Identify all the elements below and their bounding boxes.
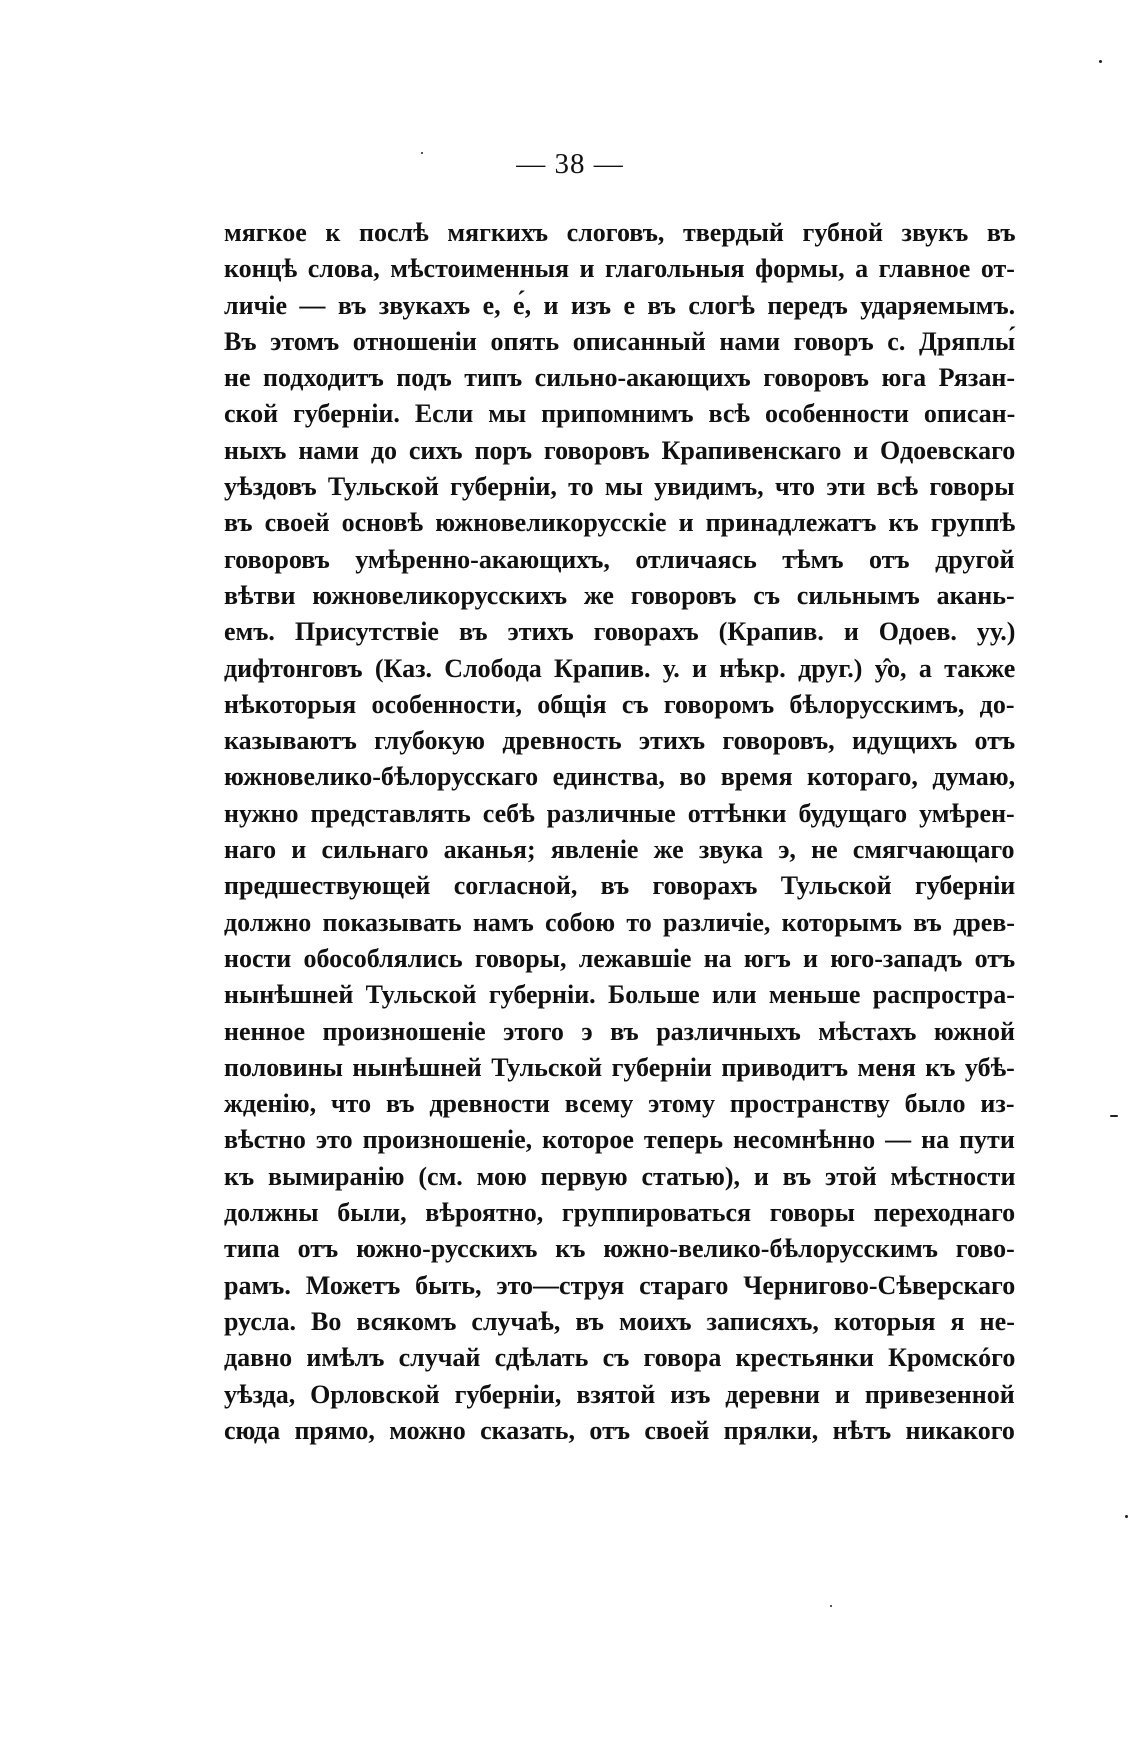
text-line: русла. Во всякомъ случаѣ, въ моихъ записяхъ, которыя я не- bbox=[224, 1306, 1015, 1336]
text-line: къ вымиранію (см. мою первую статью), и въ этой мѣстности bbox=[224, 1161, 1016, 1191]
text-line: уѣздовъ Тульской губерніи, то мы увидимъ, что эти всѣ говоры bbox=[224, 472, 1015, 502]
text-line: уѣзда, Орловской губерніи, взятой изъ деревни и привезенной bbox=[224, 1379, 1015, 1409]
text-line: въ своей основѣ южновеликорусскіе и принадлежатъ къ группѣ bbox=[224, 508, 1016, 538]
text-line: нынѣшней Тульской губерніи. Больше или меньше распростра- bbox=[224, 980, 1015, 1010]
text-line: должны были, вѣроятно, группироваться говоры переходнаго bbox=[224, 1198, 1016, 1228]
text-line: сюда прямо, можно сказать, отъ своей прялки, нѣтъ никакого bbox=[224, 1415, 1015, 1445]
text-line: половины нынѣшней Тульской губерніи приводитъ меня къ убѣ- bbox=[224, 1052, 1015, 1082]
text-line: говоровъ умѣренно-акающихъ, отличаясь тѣмъ отъ другой bbox=[224, 544, 1015, 574]
text-line: жденію, что въ древности всему этому пространству было из- bbox=[224, 1089, 1015, 1119]
dust-speck bbox=[1110, 1115, 1118, 1117]
text-line: рамъ. Можетъ быть, это—струя стараго Черниговo-Сѣверскаго bbox=[224, 1270, 1016, 1300]
text-line: наго и сильнаго аканья; явленіе же звука э, не смягчающаго bbox=[224, 835, 1015, 865]
text-line: должно показывать намъ собою то различіе, которымъ въ древ- bbox=[224, 907, 1015, 937]
text-line: ской губерніи. Если мы припомнимъ всѣ особенности описан- bbox=[224, 399, 1016, 429]
text-line: личіе — въ звукахъ е, е́, и изъ е въ слогѣ передъ ударяемымъ. bbox=[224, 290, 1016, 320]
text-line: вѣтви южновеликорусскихъ же говоровъ съ сильнымъ акань- bbox=[224, 580, 1015, 610]
text-line: нужно представлять себѣ различные оттѣнки будущаго умѣрен- bbox=[224, 798, 1015, 828]
dust-speck bbox=[830, 1605, 832, 1607]
text-line: концѣ слова, мѣстоименныя и глагольныя формы, а главное от- bbox=[224, 254, 1015, 284]
text-line: предшествующей согласной, въ говорахъ Тульской губерніи bbox=[224, 871, 1016, 901]
text-line: ности обособлялись говоры, лежавшіе на югъ и юго-западъ отъ bbox=[224, 943, 1016, 973]
text-line: не подходитъ подъ типъ сильно-акающихъ говоровъ юга Рязан- bbox=[224, 363, 1015, 393]
text-line: дифтонговъ (Каз. Слобода Крапив. у. и нѣкр. друг.) у̂о, а также bbox=[224, 653, 1016, 683]
text-line: Въ этомъ отношенiи опять описанный нами говоръ с. Дряплы́ bbox=[224, 326, 1016, 356]
dust-speck bbox=[1099, 60, 1102, 63]
text-line: нѣкоторыя особенности, общія съ говоромъ бѣлорусскимъ, до- bbox=[224, 689, 1015, 719]
text-line: типа отъ южно-русскихъ къ южно-велико-бѣлорусскимъ гово- bbox=[224, 1234, 1015, 1264]
dust-speck bbox=[421, 152, 423, 154]
page-number: — 38 — bbox=[516, 148, 624, 180]
text-line: ныхъ нами до сихъ поръ говоровъ Крапивенскаго и Одоевскаго bbox=[224, 435, 1016, 465]
text-line: давно имѣлъ случай сдѣлать съ говора крестьянки Кромскóго bbox=[224, 1343, 1016, 1373]
text-line: мягкое к послѣ мягкихъ слоговъ, твердый губной звукъ въ bbox=[224, 218, 1016, 247]
dust-speck bbox=[1125, 1515, 1128, 1518]
text-line: южновелико-бѣлорусскаго единства, во время котораго, думаю, bbox=[224, 762, 1016, 792]
body-text bbox=[224, 215, 1015, 1449]
text-line: вѣстно это произношеніе, которое теперь несомнѣнно — на пути bbox=[224, 1125, 1015, 1155]
text-line: емъ. Присутствіе въ этихъ говорахъ (Крапив. и Одоев. уу.) bbox=[224, 617, 1016, 647]
text-line: ненное произношеніе этого э въ различныхъ мѣстахъ южной bbox=[224, 1016, 1015, 1046]
text-line: казываютъ глубокую древность этихъ говоровъ, идущихъ отъ bbox=[224, 726, 1016, 756]
